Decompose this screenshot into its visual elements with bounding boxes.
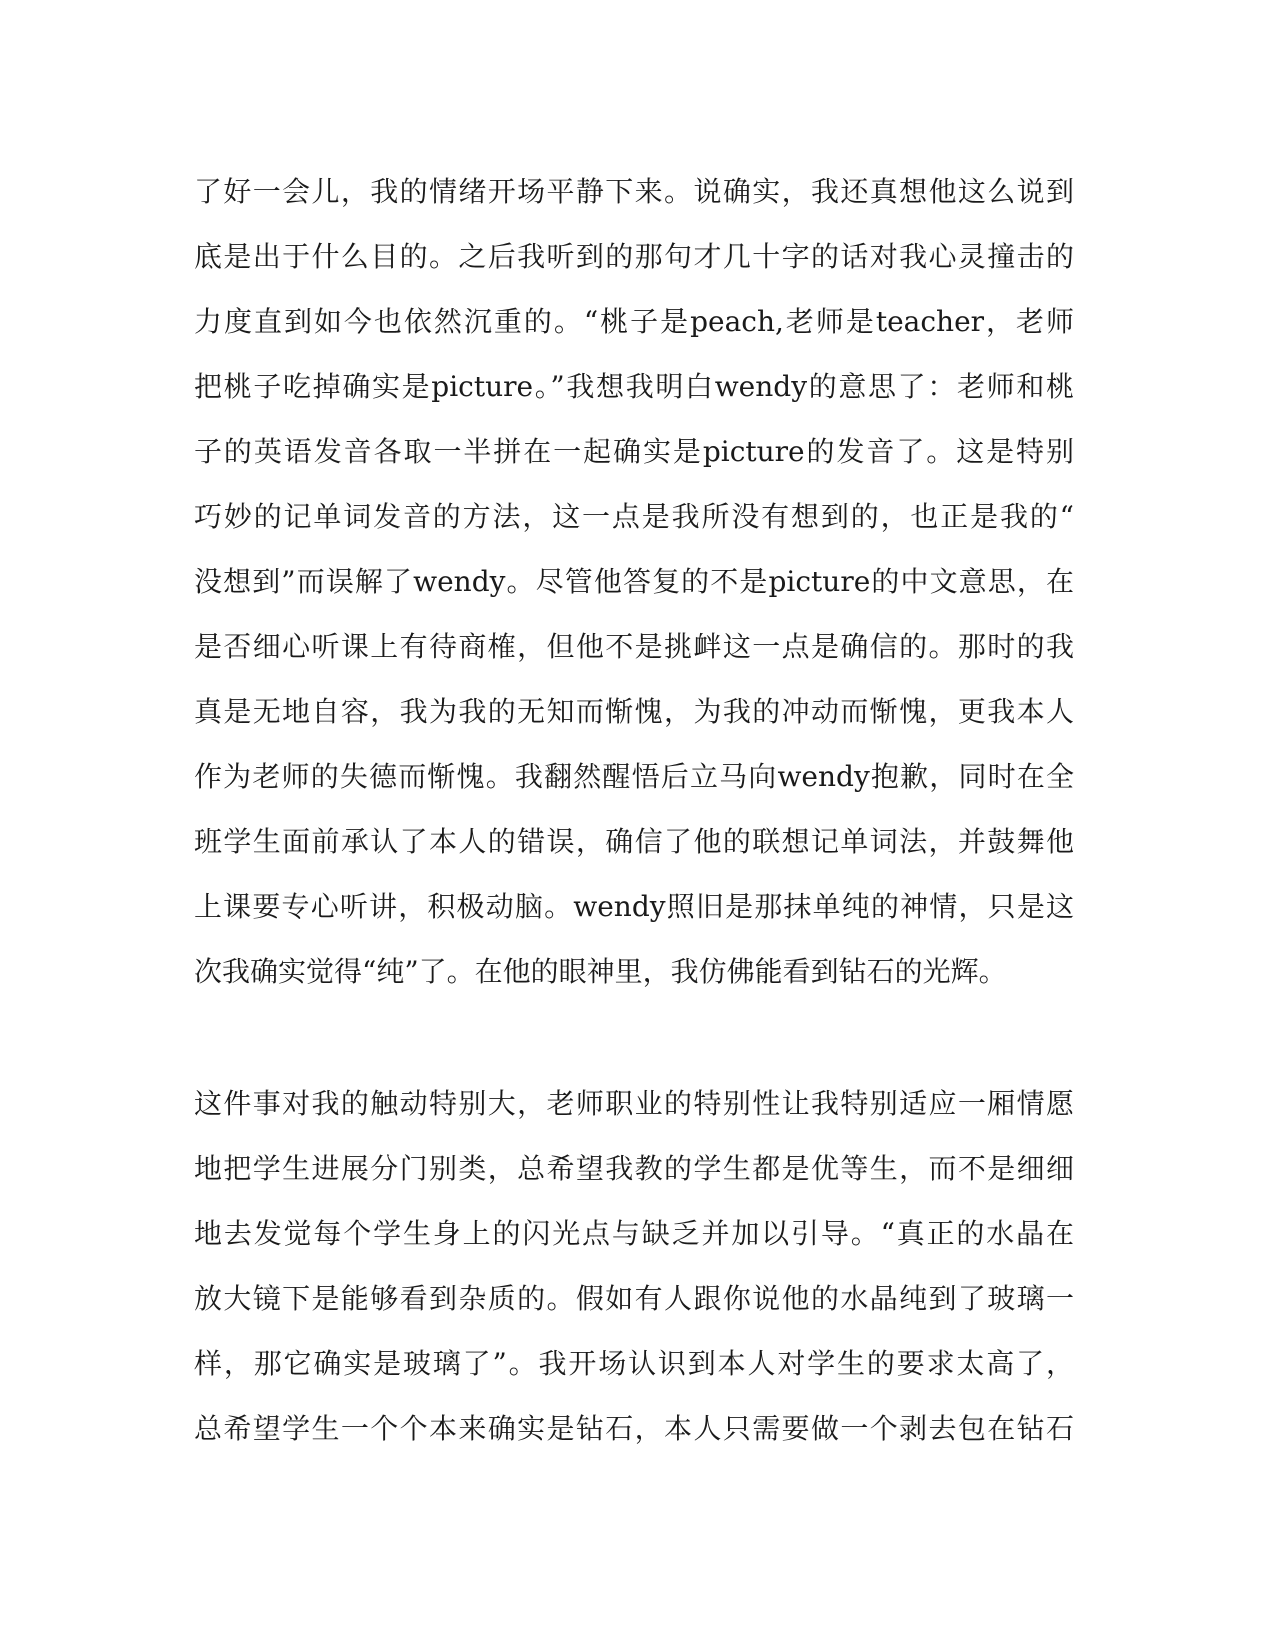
text-line: 真是无地自容，我为我的无知而惭愧，为我的冲动而惭愧，更我本人 xyxy=(194,695,1074,728)
text-line: 地去发觉每个学生身上的闪光点与缺乏并加以引导。“真正的水晶在 xyxy=(194,1217,1074,1250)
text-line: 是否细心听课上有待商榷，但他不是挑衅这一点是确信的。那时的我 xyxy=(194,630,1074,663)
paragraph-2 xyxy=(194,1071,1074,1461)
text-line: 了好一会儿，我的情绪开场平静下来。说确实，我还真想他这么说到 xyxy=(194,175,1074,208)
text-line: 总希望学生一个个本来确实是钻石，本人只需要做一个剥去包在钻石 xyxy=(194,1412,1074,1445)
text-line: 班学生面前承认了本人的错误，确信了他的联想记单词法，并鼓舞他 xyxy=(194,825,1074,858)
text-line: 上课要专心听讲，积极动脑。wendy照旧是那抹单纯的神情，只是这 xyxy=(194,890,1074,923)
text-line: 子的英语发音各取一半拼在一起确实是picture的发音了。这是特别 xyxy=(194,435,1074,468)
text-line: 底是出于什么目的。之后我听到的那句才几十字的话对我心灵撞击的 xyxy=(194,240,1074,273)
text-line: 巧妙的记单词发音的方法，这一点是我所没有想到的，也正是我的“ xyxy=(194,500,1074,533)
text-line: 力度直到如今也依然沉重的。“桃子是peach,老师是teacher，老师 xyxy=(194,305,1074,338)
text-line: 把桃子吃掉确实是picture。”我想我明白wendy的意思了：老师和桃 xyxy=(194,370,1074,403)
text-line: 没想到”而误解了wendy。尽管他答复的不是picture的中文意思，在 xyxy=(194,565,1074,598)
text-line: 这件事对我的触动特别大，老师职业的特别性让我特别适应一厢情愿 xyxy=(194,1087,1074,1120)
text-line: 地把学生进展分门别类，总希望我教的学生都是优等生，而不是细细 xyxy=(194,1152,1074,1185)
text-line: 次我确实觉得“纯”了。在他的眼神里，我仿佛能看到钻石的光辉。 xyxy=(194,955,1007,988)
text-line: 作为老师的失德而惭愧。我翻然醒悟后立马向wendy抱歉，同时在全 xyxy=(194,760,1074,793)
paragraph-1 xyxy=(194,159,1074,1004)
text-line: 样，那它确实是玻璃了”。我开场认识到本人对学生的要求太高了， xyxy=(194,1347,1074,1380)
text-line: 放大镜下是能够看到杂质的。假如有人跟你说他的水晶纯到了玻璃一 xyxy=(194,1282,1074,1315)
